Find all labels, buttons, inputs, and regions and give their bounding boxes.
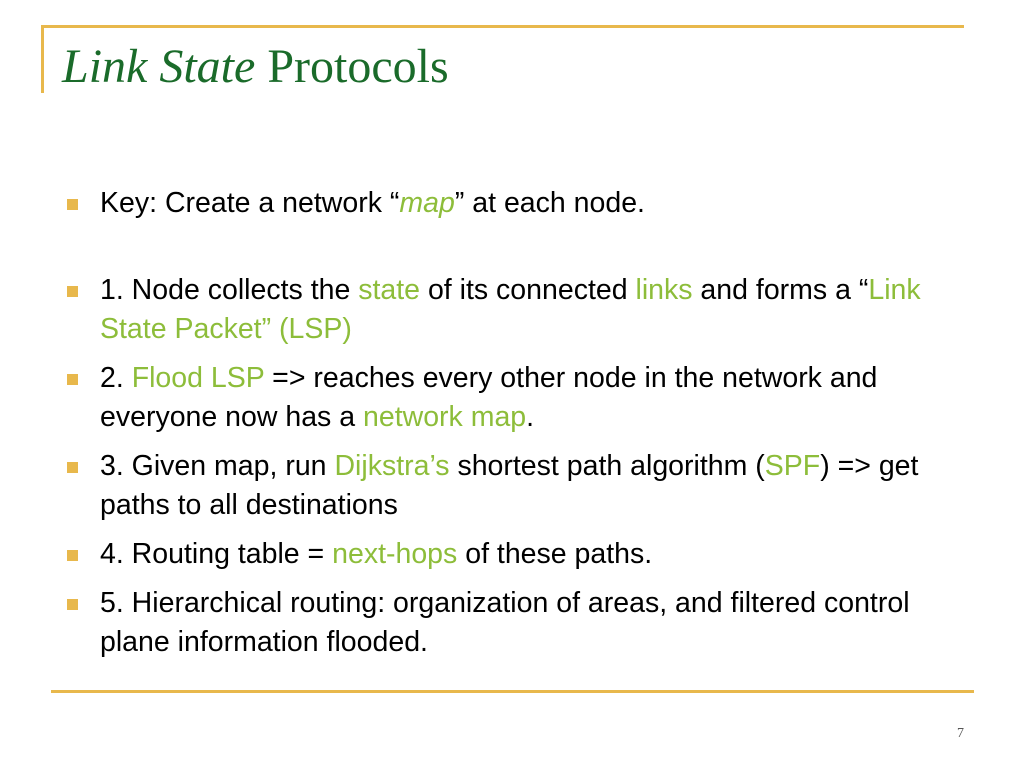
bullet-highlight: state <box>358 274 421 306</box>
bullet-list <box>64 184 964 672</box>
bullet-segment: Key: Create a network “ <box>100 187 400 219</box>
bullet-segment: shortest path algorithm ( <box>449 450 765 482</box>
page-number: 7 <box>957 726 964 741</box>
bullet-segment: of its connected <box>420 274 636 306</box>
bullet-item <box>64 359 964 437</box>
bullet-highlight: Flood LSP <box>131 362 265 394</box>
bullet-segment: 1. Node collects the <box>100 274 359 306</box>
bullet-item <box>64 184 964 223</box>
bullet-segment: 3. Given map, run <box>100 450 335 482</box>
title-italic-part: Link State <box>62 40 256 93</box>
bullet-segment: 2. <box>100 362 132 394</box>
bullet-text <box>100 587 910 658</box>
bullet-item <box>64 535 964 574</box>
bullet-text <box>100 450 918 521</box>
bullet-segment: => reaches every other node in the network and everyone now has a <box>100 362 878 433</box>
frame-vertical-line <box>41 25 44 93</box>
bullet-text <box>100 362 877 433</box>
bullet-text <box>100 187 645 219</box>
bullet-segment: 4. Routing table = <box>100 538 333 570</box>
square-bullet-icon <box>67 286 78 297</box>
bullet-highlight: SPF <box>764 450 821 482</box>
square-bullet-icon <box>67 599 78 610</box>
slide-title <box>62 38 449 96</box>
bullet-highlight: Link State Packet” (LSP) <box>100 274 921 345</box>
bullet-segment: ” at each node. <box>454 187 645 219</box>
square-bullet-icon <box>67 462 78 473</box>
bullet-highlight: network map <box>363 401 527 433</box>
bullet-item <box>64 447 964 525</box>
bullet-text <box>100 538 652 570</box>
bullet-segment: ) => get paths to all destinations <box>100 450 919 521</box>
title-regular-part: Protocols <box>267 40 449 93</box>
frame-bottom-line <box>51 690 974 693</box>
bullet-highlight: next-hops <box>332 538 458 570</box>
bullet-highlight: links <box>635 274 693 306</box>
bullet-text <box>100 274 921 345</box>
square-bullet-icon <box>67 550 78 561</box>
bullet-highlight: Dijkstra’s <box>334 450 450 482</box>
square-bullet-icon <box>67 374 78 385</box>
bullet-highlight: map <box>399 187 455 219</box>
bullet-item <box>64 271 964 349</box>
frame-top-line <box>41 25 964 28</box>
bullet-item <box>64 584 964 662</box>
bullet-segment: and forms a “ <box>692 274 869 306</box>
bullet-segment: 5. Hierarchical routing: organization of areas, and filtered control plane information flooded. <box>100 587 910 658</box>
square-bullet-icon <box>67 199 78 210</box>
bullet-segment: of these paths. <box>457 538 653 570</box>
bullet-segment: . <box>526 401 535 433</box>
